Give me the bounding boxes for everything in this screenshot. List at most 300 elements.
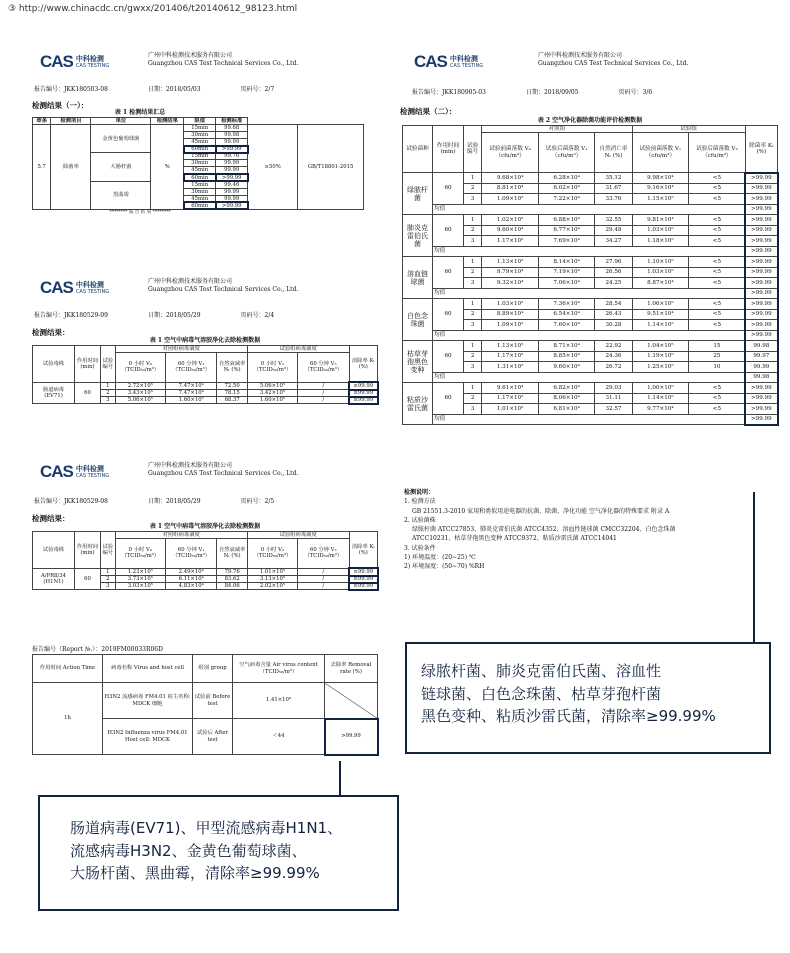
data-cell: 99.99 <box>745 362 777 373</box>
data-cell: 1.01×10⁵ <box>482 404 539 415</box>
organism-cell: 金黄色葡萄球菌 <box>91 124 151 152</box>
data-cell: 1.02×10⁵ <box>482 215 539 226</box>
table-row <box>33 655 378 683</box>
column-header: 检测标准 <box>216 117 248 124</box>
data-cell: 99.98 <box>745 341 777 352</box>
table-row <box>403 257 778 268</box>
group-header: 试验组病毒滴度 <box>247 531 349 538</box>
data-cell: <5 <box>689 404 746 415</box>
data-cell: >99.99 <box>745 173 777 184</box>
data-cell: 1.15×10⁵ <box>632 194 689 205</box>
table-caption: 表 1 空气中病毒气溶胶净化去除检测数据 <box>149 523 261 530</box>
data-cell: 9.81×10⁴ <box>632 215 689 226</box>
table-caption: 表 1 空气中病毒气溶胶净化去除检测数据 <box>149 337 261 344</box>
data-cell: 7.47×10⁴ <box>165 382 217 389</box>
column-header: 除菌率 Kₜ (%) <box>745 125 777 172</box>
bacteria-removal-table <box>402 118 778 425</box>
data-cell: 1.60×10⁵ <box>247 397 297 404</box>
data-cell: / <box>298 568 350 575</box>
data-cell: 32.55 <box>595 215 632 226</box>
column-header: 消除率 Kₜ (%) <box>349 345 377 382</box>
data-cell: ≥99.99 <box>349 583 377 590</box>
data-cell: 8.71×10⁴ <box>538 341 595 352</box>
data-cell: 1 <box>464 173 482 184</box>
time-cell: 45min <box>184 139 216 146</box>
data-cell: <5 <box>689 173 746 184</box>
organism-cell: 溶血链球菌 <box>403 257 433 299</box>
report-doc-3 <box>30 456 382 628</box>
data-cell: <5 <box>689 309 746 320</box>
data-cell: 22.92 <box>595 341 632 352</box>
data-cell: 34.27 <box>595 236 632 247</box>
virus-cell: H3N2 Influenza virus FM4.01 Host cell: MDCK <box>103 719 193 755</box>
note-line: 2. 试验菌株 <box>404 516 436 524</box>
data-cell: 3 <box>464 194 482 205</box>
table-row <box>33 568 378 575</box>
data-cell: / <box>298 382 350 389</box>
result-cell: 99.99 <box>216 139 248 146</box>
group-header: 试验组病毒滴度 <box>247 345 349 352</box>
data-cell: 1.25×10⁵ <box>632 362 689 373</box>
data-cell: 30.28 <box>595 320 632 331</box>
column-header: 60 分钟 V₁（TCID₅₀/m³） <box>165 352 217 382</box>
data-cell: 1.14×10⁵ <box>632 320 689 331</box>
column-header: 试验前菌落数 V₀（cfu/m³） <box>482 133 539 173</box>
data-cell: 9.68×10⁴ <box>482 173 539 184</box>
data-cell: 1 <box>464 341 482 352</box>
organism-cell: 肺炎克雷伯氏菌 <box>403 215 433 257</box>
note-line: GB 21551.3-2010 家用和类似用途电器的抗菌、除菌、净化功能 空气净化器的特殊要求 附录 A <box>412 507 670 515</box>
result-cell: 99.46 <box>216 181 248 188</box>
data-cell: 2 <box>464 393 482 404</box>
data-cell: 6.82×10⁴ <box>538 383 595 394</box>
data-cell: ≥99.99 <box>349 568 377 575</box>
time-cell: 60 <box>433 383 464 415</box>
virus-aerosol-table-h1n1 <box>32 524 378 590</box>
column-header: 检测结果 <box>151 117 184 124</box>
data-cell: 25 <box>689 351 746 362</box>
report-meta: 报告编号：JKK180503-08 日期：2018/05/03 页码号：2/7 <box>34 86 275 93</box>
data-cell: / <box>298 397 350 404</box>
group-header: 对照组病毒滴度 <box>115 345 247 352</box>
data-cell: 1 <box>464 215 482 226</box>
data-cell: 3.43×10⁵ <box>115 390 165 397</box>
average-cell: >99.99 <box>745 414 777 425</box>
result-cell: 99.99 <box>216 160 248 167</box>
data-cell: 7.36×10⁴ <box>538 299 595 310</box>
average-cell: 99.98 <box>745 372 777 383</box>
note-line: 1) 环境温度：(20~25) ℃ <box>404 554 476 562</box>
data-cell: 1 <box>464 299 482 310</box>
data-cell: 31.11 <box>595 393 632 404</box>
company-name: 广州中科检测技术服务有限公司 Guangzhou CAS Test Technical Services Co., Ltd. <box>148 462 299 477</box>
results-summary-table <box>32 110 364 215</box>
report-doc-2 <box>30 270 382 448</box>
data-cell: 1.06×10⁵ <box>632 299 689 310</box>
table-row <box>403 118 778 125</box>
column-header: 自然消亡率 Nₜ (%) <box>595 133 632 173</box>
data-cell: 6.77×10⁴ <box>538 225 595 236</box>
data-cell: 2 <box>464 351 482 362</box>
column-header: 空气病毒含量 Air virus content（TCID₅₀/m³） <box>233 655 325 683</box>
column-header: 限值 <box>184 117 216 124</box>
table-row <box>33 110 364 117</box>
time-cell: 60 <box>75 382 101 403</box>
data-cell: ≥99.99 <box>349 390 377 397</box>
data-cell: 2 <box>464 225 482 236</box>
time-cell: 60 <box>433 299 464 331</box>
data-cell: <5 <box>689 183 746 194</box>
table-row <box>403 288 778 299</box>
table-row <box>403 383 778 394</box>
result-cell: 99.99 <box>216 167 248 174</box>
data-cell: >99.99 <box>745 194 777 205</box>
data-cell: 9.79×10⁴ <box>482 267 539 278</box>
data-cell: 1 <box>464 383 482 394</box>
column-header: 试验菌种 <box>403 125 433 172</box>
data-cell: 33.76 <box>595 194 632 205</box>
strain-cell: 肠道病毒(EV71) <box>33 382 75 403</box>
column-header: 去除率 Removal rate (%) <box>325 655 378 683</box>
result-cell: >99.99 <box>216 146 248 153</box>
data-cell: 7.06×10⁴ <box>538 278 595 289</box>
virus-aerosol-table-ev71 <box>32 338 378 404</box>
average-label: 均值 <box>433 246 746 257</box>
data-cell: <5 <box>689 383 746 394</box>
source-url[interactable]: ③ http://www.chinacdc.cn/gwxx/201406/t20140612_98123.html <box>8 4 298 14</box>
data-cell: 84.06 <box>217 583 247 590</box>
data-cell: 8.06×10⁴ <box>538 393 595 404</box>
data-cell: 26.72 <box>595 362 632 373</box>
data-cell: >99.99 <box>745 225 777 236</box>
cas-logo: CAS 中科检测 CAS TESTING <box>414 52 484 71</box>
result-cell: 99.76 <box>216 153 248 160</box>
column-header: 试验前菌落数 V₁（cfu/m³） <box>632 133 689 173</box>
data-cell: 3.73×10⁵ <box>115 576 165 583</box>
data-cell: 1.09×10⁵ <box>482 320 539 331</box>
report-meta: 报告编号：JKK180905-03 日期：2018/09/05 页码号：3/6 <box>412 89 653 96</box>
company-name: 广州中科检测技术服务有限公司 Guangzhou CAS Test Technical Services Co., Ltd. <box>148 278 299 293</box>
column-header: 试验毒株 <box>33 345 75 382</box>
column-header: 试验编号 <box>464 125 482 172</box>
organism-cell: 黑曲霉 <box>91 181 151 209</box>
note-line: ATCC10231、枯草芽孢黑色变种 ATCC9372、粘质沙雷氏菌 ATCC14041 <box>412 535 617 543</box>
data-cell: 1.17×10⁵ <box>482 393 539 404</box>
data-cell: 99.97 <box>745 351 777 362</box>
average-cell: >99.99 <box>745 246 777 257</box>
data-cell: 9.60×10⁴ <box>482 225 539 236</box>
group-cell: 试验前 Before test <box>193 683 233 719</box>
data-cell: 8.85×10⁴ <box>538 351 595 362</box>
average-label: 均值 <box>433 414 746 425</box>
strain-cell: A/PR8/34 (H1N1) <box>33 568 75 589</box>
time-cell: 60 <box>75 568 101 589</box>
data-cell: 1 <box>100 568 115 575</box>
column-header: 0 小时 V₂（TCID₅₀/m³） <box>247 538 297 568</box>
data-cell: 7.69×10⁴ <box>538 236 595 247</box>
column-header: 试验编号 <box>100 345 115 382</box>
column-header: 试验后菌落数 V₂（cfu/m³） <box>689 133 746 173</box>
data-cell: 35.12 <box>595 173 632 184</box>
table-row <box>403 173 778 184</box>
data-cell: 6.11×10⁴ <box>165 576 217 583</box>
table-row <box>403 125 778 132</box>
data-cell: <5 <box>689 299 746 310</box>
data-cell: 9.32×10⁴ <box>482 278 539 289</box>
data-cell: >99.99 <box>745 257 777 268</box>
data-cell: <5 <box>689 267 746 278</box>
note-line: 2) 环境湿度：(50~70) %RH <box>404 563 485 571</box>
data-cell: / <box>298 583 350 590</box>
data-cell: 29.48 <box>595 225 632 236</box>
data-cell: 26.56 <box>595 267 632 278</box>
table-row <box>403 414 778 425</box>
column-header: 0 小时 V₀（TCID₅₀/m³） <box>115 538 165 568</box>
data-cell: <5 <box>689 225 746 236</box>
data-cell: >99.99 <box>745 299 777 310</box>
data-cell: 2 <box>100 576 115 583</box>
clause-cell: 5.7 <box>33 124 51 209</box>
data-cell: 3 <box>100 583 115 590</box>
column-header: 病毒名称 Virus and host cell <box>103 655 193 683</box>
data-cell: 2.02×10⁵ <box>247 583 297 590</box>
table-row <box>403 215 778 226</box>
data-cell: 2 <box>464 309 482 320</box>
data-cell: 6.88×10⁴ <box>538 215 595 226</box>
data-cell: 8.14×10⁴ <box>538 257 595 268</box>
data-cell: 72.50 <box>217 382 247 389</box>
time-cell: 30min <box>184 188 216 195</box>
data-cell: <5 <box>689 393 746 404</box>
data-cell: 6.02×10⁴ <box>538 183 595 194</box>
data-cell: 9.98×10⁴ <box>632 173 689 184</box>
time-cell: 1h <box>33 683 103 755</box>
table-row <box>33 124 364 131</box>
data-cell: 1.17×10⁵ <box>482 351 539 362</box>
report-end: ******** 报 告 结 束 ******** <box>109 209 171 215</box>
column-header: 60 分钟 V₁（TCID₅₀/m³） <box>165 538 217 568</box>
virus-cell: H3N2 流感病毒 FM4.01 宿主名称: MDCK 细胞 <box>103 683 193 719</box>
data-cell: 9.60×10⁴ <box>538 362 595 373</box>
data-cell: ≥99.99 <box>349 397 377 404</box>
data-cell: 3 <box>464 404 482 415</box>
limit-cell: ≥50% <box>248 124 298 209</box>
data-cell: >99.99 <box>745 404 777 415</box>
data-cell: <5 <box>689 194 746 205</box>
data-cell: 1.14×10⁵ <box>632 393 689 404</box>
report-meta: 报告编号：JKK180529-08 日期：2018/05/29 页码号：2/5 <box>34 498 275 505</box>
cas-logo: CAS 中科检测 CAS TESTING <box>40 462 110 481</box>
table-row <box>33 683 378 719</box>
organism-cell: 绿脓杆菌 <box>403 173 433 215</box>
data-cell: 7.47×10⁴ <box>165 390 217 397</box>
column-header: 自然衰减率 Nₜ (%) <box>217 352 247 382</box>
table-row <box>33 524 378 531</box>
data-cell: / <box>298 576 350 583</box>
data-cell: 3 <box>464 236 482 247</box>
table-row <box>33 345 378 352</box>
content-cell: 1.41×10⁶ <box>233 683 325 719</box>
data-cell: 1.03×10⁵ <box>632 225 689 236</box>
data-cell: 1.23×10⁵ <box>115 568 165 575</box>
data-cell: <5 <box>689 278 746 289</box>
data-cell: >99.99 <box>745 278 777 289</box>
data-cell: 24.25 <box>595 278 632 289</box>
data-cell: >99.99 <box>745 267 777 278</box>
note-line: 3. 试验条件 <box>404 544 436 552</box>
group-header: 试验组 <box>632 125 745 132</box>
section-title: 检测结果： <box>32 328 70 337</box>
data-cell: 3.42×10⁵ <box>247 390 297 397</box>
column-header: 试验编号 <box>100 531 115 568</box>
data-cell: 8.89×10⁴ <box>482 309 539 320</box>
company-name: 广州中科检测技术服务有限公司 Guangzhou CAS Test Technical Services Co., Ltd. <box>538 52 689 67</box>
data-cell: 5.06×10⁵ <box>247 382 297 389</box>
column-header: 60 分钟 V₃（TCID₅₀/m³） <box>298 538 350 568</box>
data-cell: 1.18×10⁵ <box>632 236 689 247</box>
average-label: 均值 <box>433 204 746 215</box>
test-notes <box>404 488 776 572</box>
average-cell: >99.99 <box>745 330 777 341</box>
data-cell: 32.57 <box>595 404 632 415</box>
empty-cell <box>325 683 378 719</box>
time-cell: 15min <box>184 153 216 160</box>
time-cell: 60 <box>433 341 464 373</box>
data-cell: 1.10×10⁵ <box>632 257 689 268</box>
column-header: 试验毒株 <box>33 531 75 568</box>
data-cell: 6.54×10⁴ <box>538 309 595 320</box>
time-cell: 60 <box>433 173 464 205</box>
section-title: 检测结果： <box>32 514 70 523</box>
data-cell: 7.60×10⁴ <box>538 320 595 331</box>
cas-logo: CAS 中科检测 CAS TESTING <box>40 278 110 297</box>
data-cell: 6.81×10⁴ <box>538 404 595 415</box>
data-cell: 7.19×10⁴ <box>538 267 595 278</box>
note-line: 检测说明： <box>404 489 435 496</box>
time-cell: 30min <box>184 132 216 139</box>
report-doc-4 <box>30 642 382 760</box>
group-header: 对照组病毒滴度 <box>115 531 247 538</box>
note-line: 1. 检测方法 <box>404 498 436 506</box>
data-cell: 83.62 <box>217 576 247 583</box>
average-label: 均值 <box>433 372 746 383</box>
data-cell: 1.60×10⁵ <box>165 397 217 404</box>
data-cell: >99.99 <box>745 215 777 226</box>
data-cell: 5.06×10⁵ <box>115 397 165 404</box>
callout-bacteria-summary: 绿脓杆菌、肺炎克雷伯氏菌、溶血性 链球菌、白色念珠菌、枯草芽孢杆菌 黑色变种、粘质沙雷氏菌，清除率≥99.99% <box>405 642 771 754</box>
data-cell: 3 <box>464 278 482 289</box>
table-caption: 表 2 空气净化器除菌功能评价检测数据 <box>537 117 643 124</box>
column-header: 组别 group <box>193 655 233 683</box>
data-cell: 2 <box>464 183 482 194</box>
data-cell: 1.09×10⁵ <box>482 194 539 205</box>
data-cell: 6.28×10⁴ <box>538 173 595 184</box>
data-cell: 9.51×10⁴ <box>632 309 689 320</box>
data-cell: 31.67 <box>595 183 632 194</box>
result-cell: 99.99 <box>216 195 248 202</box>
connector-line-right <box>753 492 755 642</box>
column-header: 作用时间(min) <box>433 125 464 172</box>
report-doc-5 <box>398 48 782 628</box>
column-header: 作用时间(min) <box>75 345 101 382</box>
result-cell: 99.68 <box>216 124 248 131</box>
data-cell: / <box>298 390 350 397</box>
data-cell: 1.03×10⁵ <box>632 267 689 278</box>
data-cell: >99.99 <box>745 236 777 247</box>
result-cell: >99.99 <box>216 174 248 181</box>
table-row <box>33 382 378 389</box>
data-cell: 1.19×10⁵ <box>632 351 689 362</box>
data-cell: 3.13×10⁵ <box>247 576 297 583</box>
average-cell: >99.99 <box>745 288 777 299</box>
column-header: 作用时间 Action Time <box>33 655 103 683</box>
data-cell: 9.16×10⁴ <box>632 183 689 194</box>
column-header: 0 小时 V₂（TCID₅₀/m³） <box>247 352 297 382</box>
data-cell: 7.22×10⁴ <box>538 194 595 205</box>
data-cell: 1.01×10⁵ <box>247 568 297 575</box>
column-header: 试验后菌落数 V₁（cfu/m³） <box>538 133 595 173</box>
data-cell: 8.87×10⁴ <box>632 278 689 289</box>
column-header: 章条 <box>33 117 51 124</box>
item-cell: 除菌率 <box>51 124 91 209</box>
table-row <box>403 341 778 352</box>
data-cell: 2.49×10⁴ <box>165 568 217 575</box>
table-row <box>33 117 364 124</box>
time-cell: 60min <box>184 146 216 153</box>
data-cell: ≥99.99 <box>349 382 377 389</box>
data-cell: 10 <box>689 362 746 373</box>
data-cell: 15 <box>689 341 746 352</box>
time-cell: 60 <box>433 215 464 247</box>
organism-cell: 大肠杆菌 <box>91 153 151 181</box>
organism-cell: 白色念珠菌 <box>403 299 433 341</box>
data-cell: 27.96 <box>595 257 632 268</box>
data-cell: 2 <box>464 267 482 278</box>
data-cell: 3.03×10⁵ <box>115 583 165 590</box>
content-cell: ＜44 <box>233 719 325 755</box>
table-row <box>403 204 778 215</box>
table-row <box>33 209 364 215</box>
column-header: 0 小时 V₀（TCID₅₀/m³） <box>115 352 165 382</box>
data-cell: 3 <box>464 362 482 373</box>
organism-cell: 粘质沙雷氏菌 <box>403 383 433 425</box>
column-header: 检测项目 <box>51 117 91 124</box>
company-name: 广州中科检测技术服务有限公司 Guangzhou CAS Test Technical Services Co., Ltd. <box>148 52 299 67</box>
data-cell: ≥99.99 <box>349 576 377 583</box>
standard-cell: GB/T18801-2015 <box>298 124 364 209</box>
group-header: 对照组 <box>482 125 632 132</box>
time-cell: 45min <box>184 167 216 174</box>
data-cell: 68.37 <box>217 397 247 404</box>
result-cell: 99.99 <box>216 188 248 195</box>
data-cell: 29.03 <box>595 383 632 394</box>
average-cell: >99.99 <box>745 204 777 215</box>
data-cell: 1.00×10⁵ <box>632 383 689 394</box>
table-row <box>403 372 778 383</box>
column-header: 消除率 Kₜ (%) <box>349 531 377 568</box>
column-header: 60 分钟 V₃（TCID₅₀/m³） <box>298 352 350 382</box>
group-cell: 试验后 After test <box>193 719 233 755</box>
average-label: 均值 <box>433 288 746 299</box>
data-cell: >99.99 <box>745 320 777 331</box>
report-meta: 报告编号（Report №.）：2019FM00033R06D <box>32 646 163 653</box>
data-cell: 1.03×10⁵ <box>482 299 539 310</box>
time-cell: 15min <box>184 124 216 131</box>
table-row <box>403 246 778 257</box>
data-cell: 1 <box>464 257 482 268</box>
data-cell: 1.31×10⁵ <box>482 362 539 373</box>
section-title: 检测结果（一）： <box>32 101 89 110</box>
